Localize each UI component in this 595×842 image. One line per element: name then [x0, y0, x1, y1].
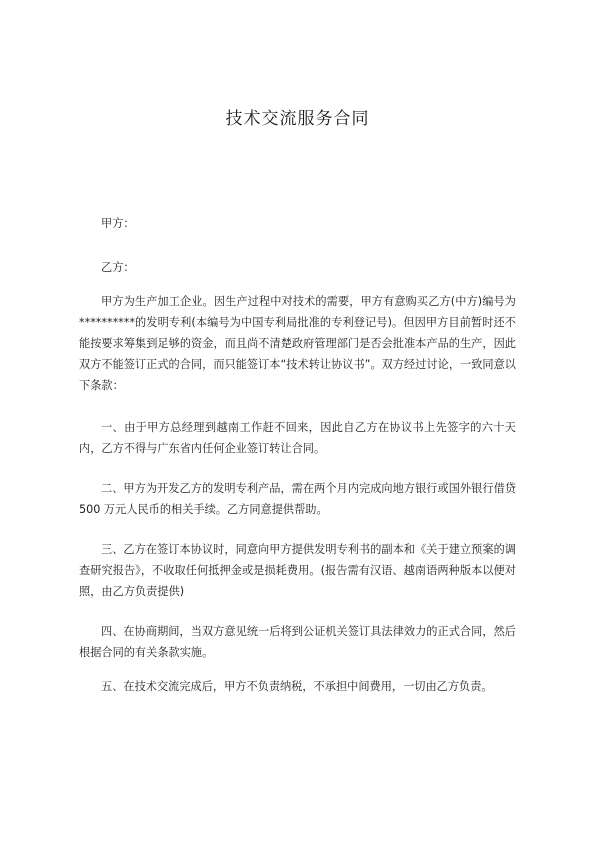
party-b-label: 乙方： [101, 261, 135, 274]
clause-5: 五、在技术交流完成后，甲方不负责纳税，不承担中间费用，一切由乙方负责。 [101, 680, 493, 693]
clause-4: 四、在协商期间，当双方意见统一后将到公证机关签订具法律效力的正式合同，然后根据合同的有关条款实施。 [79, 625, 516, 659]
clause-2: 二、甲方为开发乙方的发明专利产品，需在两个月内完成向地方银行或国外银行借贷 500 万元人民币的相关手续。乙方同意提供帮助。 [79, 482, 516, 516]
clause-1: 一、由于甲方总经理到越南工作赶不回来，因此自乙方在协议书上先签字的六十天内，乙方不得与广东省内任何企业签订转让合同。 [79, 421, 516, 455]
intro-paragraph: 甲方为生产加工企业。因生产过程中对技术的需要，甲方有意购买乙方(中方)编号为**********的发明专利(本编号为中国专利局批准的专利登记号)。但因甲方目前暂时还不能按要求筹集到足够的资金，而且尚不清楚政府管理部门是否会批准本产品的生产，因此双方不能签订正式的合同，而只能签订本“技术转让协议书”。双方经过讨论，一致同意以下条款： [79, 295, 516, 392]
party-a-label: 甲方： [101, 217, 135, 230]
document-title: 技术交流服务合同 [225, 109, 370, 129]
clause-3: 三、乙方在签订本协议时，同意向甲方提供发明专利书的副本和《关于建立预案的调查研究报告》，不收取任何抵押金或是损耗费用。(报告需有汉语、越南语两种版本以便对照，由乙方负责提供) [79, 543, 516, 598]
